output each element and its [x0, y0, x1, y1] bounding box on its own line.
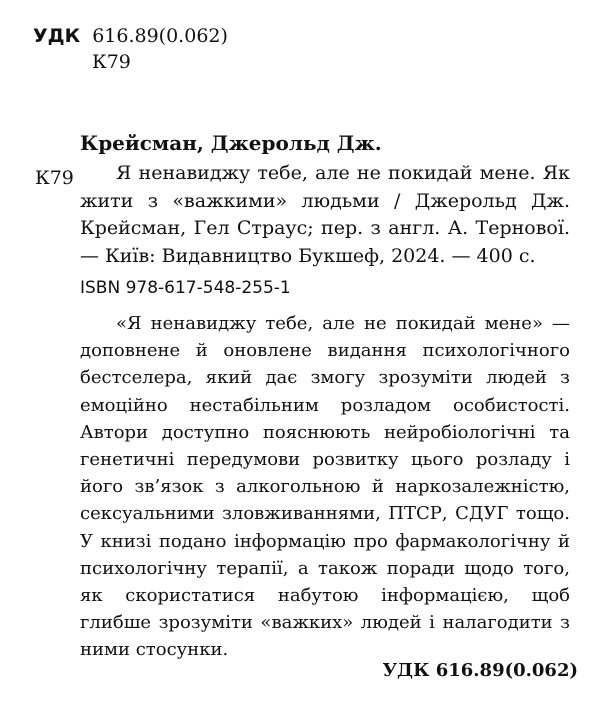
bibliographic-entry: Я ненавиджу тебе, але не покидай мене. Як жити з «важкими» людьми / Джерольд Дж. Крейсман, Гел Страус; пер. з англ. А. Тернової. — Київ: Видавництво Букшеф, 2024. — 400 с.	[80, 162, 570, 267]
author-heading: Крейсман, Джерольд Дж.	[80, 131, 382, 155]
annotation: «Я ненавиджу тебе, але не покидай мене» — доповнене й оновлене видання психологічного бестселера, який дає змогу зрозуміти людей з емоційно нестабільним розладом особистості. Автори доступно пояснюють нейробіологічні та генетичні передумови розвитку цього розладу і його зв’язок з алкогольною й наркозалежністю, сексуальними зловживаннями, ПТСР, СДУГ тощо. У книзі подано інформацію про фармакологічну й психологічну терапії, а також поради щодо того, як скористатися набутою інформацією, щоб глибше зрозуміти «важких» людей і налагодити з ними стосунки.	[80, 313, 570, 661]
udk-label: УДК	[33, 25, 81, 47]
udk-header	[33, 24, 228, 48]
udk-footer: УДК 616.89(0.062)	[382, 660, 578, 681]
cutter-mark-top: К79	[92, 51, 131, 73]
udk-code: 616.89(0.062)	[92, 25, 228, 47]
cutter-mark-side: К79	[35, 167, 74, 189]
isbn: ISBN 978-617-548-255-1	[80, 278, 291, 298]
